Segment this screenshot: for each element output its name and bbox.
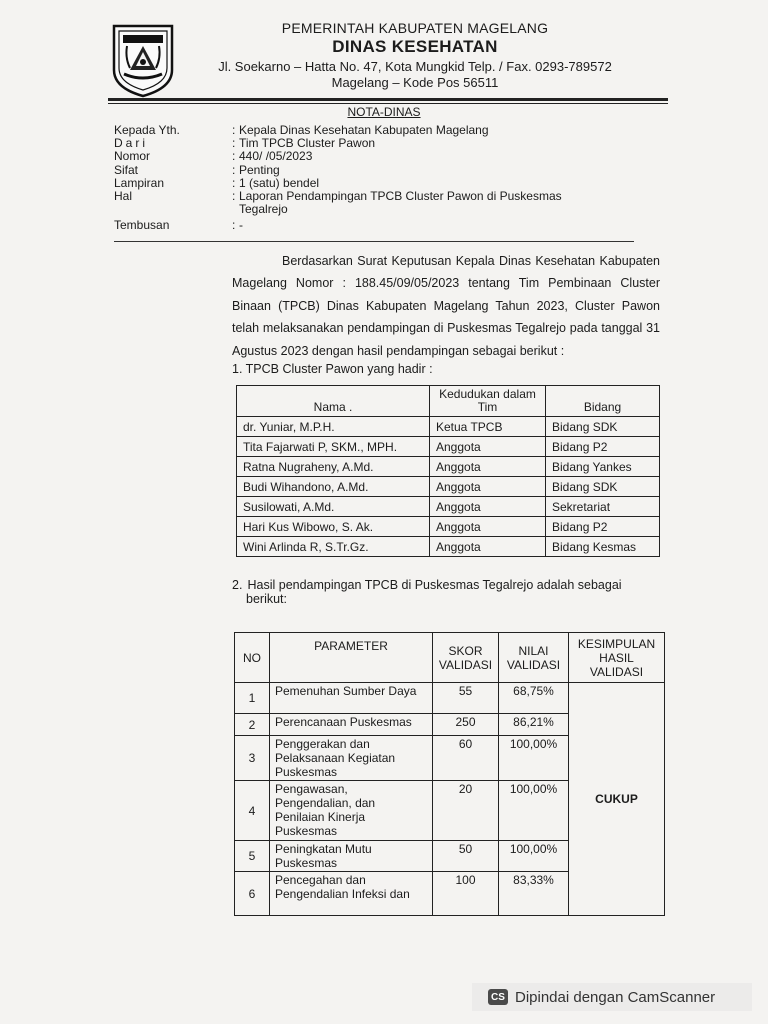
validation-value: 100,00%	[499, 841, 569, 872]
column-header: PARAMETER	[270, 633, 433, 683]
document-type-title: NOTA-DINAS	[347, 105, 421, 119]
validation-score: 55	[433, 683, 499, 714]
camscanner-watermark	[472, 983, 752, 1011]
member-name: Susilowati, A.Md.	[237, 497, 430, 517]
validation-score: 50	[433, 841, 499, 872]
member-role: Anggota	[430, 517, 546, 537]
table-row	[237, 417, 660, 437]
table-row	[237, 437, 660, 457]
member-division: Bidang SDK	[546, 417, 660, 437]
parameter: Peningkatan Mutu Puskesmas	[270, 841, 433, 872]
camscanner-logo-icon: CS	[488, 989, 508, 1005]
row-number: 3	[235, 736, 270, 781]
section-text-continued: berikut:	[246, 592, 287, 606]
section-text: Hasil pendampingan TPCB di Puskesmas Tegalrejo adalah sebagai	[247, 578, 622, 592]
letterhead	[180, 20, 650, 90]
agency-name: DINAS KESEHATAN	[332, 37, 498, 56]
results-table-header	[235, 633, 665, 683]
member-division: Sekretariat	[546, 497, 660, 517]
section-1-heading: 1. TPCB Cluster Pawon yang hadir :	[232, 362, 433, 376]
member-division: Bidang Kesmas	[546, 537, 660, 557]
field-kepada: Kepada Yth. : Kepala Dinas Kesehatan Kabupaten Magelang	[114, 123, 489, 137]
member-role: Anggota	[430, 457, 546, 477]
column-header: Kedudukan dalam Tim	[430, 386, 546, 417]
member-role: Anggota	[430, 537, 546, 557]
parameter: Perencanaan Puskesmas	[270, 714, 433, 736]
validation-value: 68,75%	[499, 683, 569, 714]
table-row	[237, 537, 660, 557]
column-header: Bidang	[546, 386, 660, 417]
field-label: Lampiran	[114, 175, 165, 190]
member-name: dr. Yuniar, M.P.H.	[237, 417, 430, 437]
field-value: 440/ /05/2023	[239, 149, 313, 164]
row-number: 6	[235, 872, 270, 916]
column-header: KESIMPULAN HASIL VALIDASI	[569, 633, 665, 683]
team-table-header	[237, 386, 660, 417]
parameter: Pengawasan, Pengendalian, dan Penilaian Kinerja Puskesmas	[270, 781, 433, 841]
memo-header-fields	[114, 124, 612, 233]
field-value: Laporan Pendampingan TPCB Cluster Pawon di Puskesmas	[239, 189, 562, 204]
watermark-text: Dipindai dengan CamScanner	[515, 988, 716, 1006]
table-row	[235, 683, 665, 714]
field-nomor: Nomor : 440/ /05/2023	[114, 149, 313, 164]
validation-conclusion: CUKUP	[569, 683, 665, 916]
member-name: Ratna Nugraheny, A.Md.	[237, 457, 430, 477]
member-name: Budi Wihandono, A.Md.	[237, 477, 430, 497]
field-label: Sifat	[114, 162, 139, 177]
intro-paragraph	[232, 250, 660, 362]
field-lampiran: Lampiran : 1 (satu) bendel	[114, 175, 320, 190]
member-role: Anggota	[430, 437, 546, 457]
column-header: NILAI VALIDASI	[499, 633, 569, 683]
validation-score: 60	[433, 736, 499, 781]
member-name: Tita Fajarwati P, SKM., MPH.	[237, 437, 430, 457]
letterhead-rule-thick	[108, 98, 668, 101]
member-name: Wini Arlinda R, S.Tr.Gz.	[237, 537, 430, 557]
field-value: 1 (satu) bendel	[239, 175, 320, 190]
parameter: Pencegahan dan Pengendalian Infeksi dan	[270, 872, 433, 916]
member-role: Anggota	[430, 477, 546, 497]
field-value: Kepala Dinas Kesehatan Kabupaten Magelang	[239, 123, 489, 137]
magelang-regency-emblem	[110, 22, 176, 98]
column-header: SKOR VALIDASI	[433, 633, 499, 683]
validation-score: 100	[433, 872, 499, 916]
table-row	[237, 497, 660, 517]
field-value: Tim TPCB Cluster Pawon	[239, 136, 376, 151]
field-tembusan: Tembusan : -	[114, 218, 243, 233]
validation-score: 250	[433, 714, 499, 736]
row-number: 4	[235, 781, 270, 841]
column-header: Nama .	[237, 386, 430, 417]
member-role: Anggota	[430, 497, 546, 517]
section-2-heading	[232, 578, 660, 606]
member-division: Bidang P2	[546, 517, 660, 537]
field-value: -	[239, 218, 243, 233]
field-label: Kepada Yth.	[114, 123, 180, 137]
field-label: Nomor	[114, 149, 151, 164]
field-sifat: Sifat : Penting	[114, 162, 280, 177]
validation-value: 83,33%	[499, 872, 569, 916]
member-division: Bidang Yankes	[546, 457, 660, 477]
team-table	[236, 385, 660, 557]
section-number: 2.	[232, 578, 243, 592]
validation-value: 86,21%	[499, 714, 569, 736]
letterhead-rule-thin	[108, 103, 668, 104]
validation-results-table	[234, 632, 665, 916]
intro-text: Berdasarkan Surat Keputusan Kepala Dinas Kesehatan Kabupaten Magelang Nomor : 188.45/09/05/2023 tentang Tim Pembinaan Cluster Binaan (TPCB) Dinas Kabupaten Magelang Tahun 2023, Cluster Pawon telah melaksanakan pendampingan di Puskesmas Tegalrejo pada tanggal 31 Agustus 2023 dengan hasil pendampingan sebagai berikut :	[232, 254, 660, 358]
field-label: Dari	[114, 136, 149, 151]
field-value-continued: Tegalrejo	[239, 202, 288, 217]
table-row	[237, 477, 660, 497]
header-divider	[114, 241, 634, 242]
field-label: Tembusan	[114, 218, 170, 233]
row-number: 2	[235, 714, 270, 736]
parameter: Penggerakan dan Pelaksanaan Kegiatan Puskesmas	[270, 736, 433, 781]
parameter: Pemenuhan Sumber Daya	[270, 683, 433, 714]
validation-value: 100,00%	[499, 736, 569, 781]
table-row	[237, 517, 660, 537]
field-hal: Hal : Laporan Pendampingan TPCB Cluster Pawon di Puskesmas Tegalrejo	[114, 190, 612, 216]
row-number: 1	[235, 683, 270, 714]
field-label: Hal	[114, 189, 133, 204]
agency-address: Jl. Soekarno – Hatta No. 47, Kota Mungkid Telp. / Fax. 0293-789572	[218, 59, 612, 74]
validation-score: 20	[433, 781, 499, 841]
member-division: Bidang SDK	[546, 477, 660, 497]
member-division: Bidang P2	[546, 437, 660, 457]
field-value: Penting	[239, 162, 280, 177]
row-number: 5	[235, 841, 270, 872]
table-row	[237, 457, 660, 477]
field-dari: Dari : Tim TPCB Cluster Pawon	[114, 136, 376, 151]
member-name: Hari Kus Wibowo, S. Ak.	[237, 517, 430, 537]
member-role: Ketua TPCB	[430, 417, 546, 437]
column-header: NO	[235, 633, 270, 683]
government-name: PEMERINTAH KABUPATEN MAGELANG	[281, 20, 549, 36]
agency-city: Magelang – Kode Pos 56511	[331, 75, 499, 90]
validation-value: 100,00%	[499, 781, 569, 841]
